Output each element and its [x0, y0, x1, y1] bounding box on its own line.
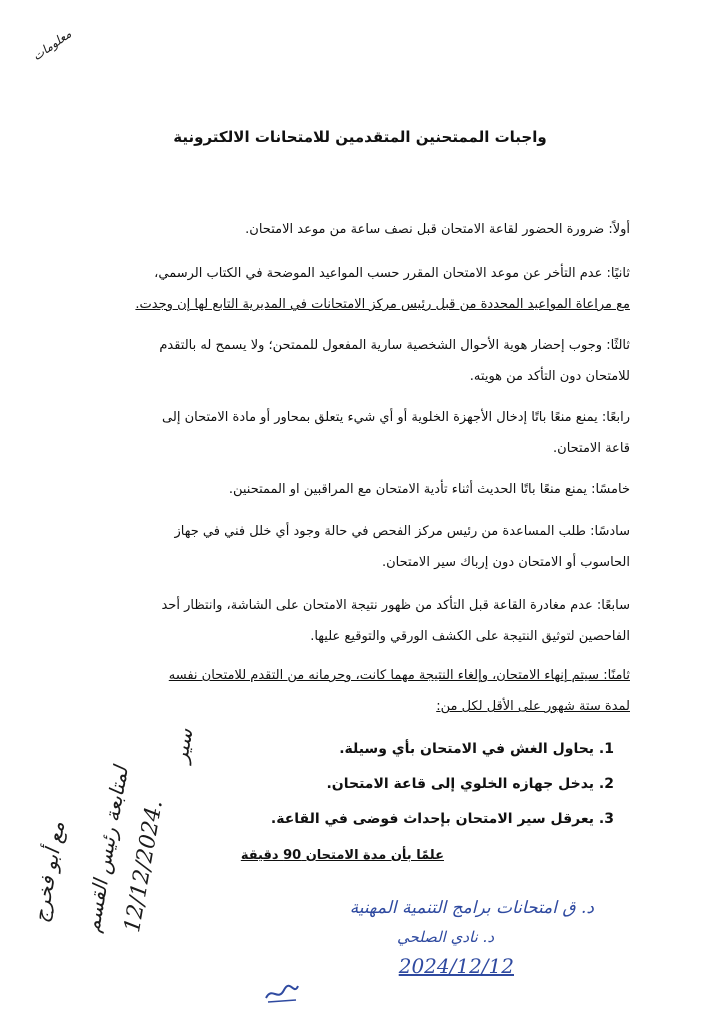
paragraph-line: قاعة الامتحان. [553, 441, 630, 456]
handwritten-note-top-left: معلومات [29, 26, 74, 64]
handwritten-note-left-1: سير [168, 726, 198, 765]
signature-line-2: د. نادي الصلحي [396, 928, 494, 946]
paragraph-line-underlined: لمدة ستة شهور على الأقل لكل من: [436, 699, 630, 714]
paragraph-line: الحاسوب أو الامتحان دون إرباك سير الامتحان. [382, 555, 630, 570]
signature-date: 2024/12/12 [398, 954, 514, 978]
handwritten-date-left: 12/12/2024. [120, 798, 168, 935]
violations-list [194, 732, 614, 837]
signature-line-1: د. ق امتحانات برامج التنمية المهنية [349, 898, 594, 918]
document-title: واجبات الممتحنين المتقدمين للامتحانات الالكترونية [173, 128, 547, 146]
paragraph-5 [120, 474, 630, 505]
paragraph-line: خامسًا: يمنع منعًا باتًا الحديث أثناء تأدية الامتحان مع المراقبين او الممتحنين. [228, 482, 630, 497]
paragraph-line: سادسًا: طلب المساعدة من رئيس مركز الفحص في حالة وجود أي خلل فني في جهاز [174, 524, 630, 539]
paragraph-line: سابعًا: عدم مغادرة القاعة قبل التأكد من ظهور نتيجة الامتحان على الشاشة، وانتظار أحد [161, 598, 630, 613]
paragraph-line: للامتحان دون التأكد من هويته. [469, 369, 630, 384]
paragraph-4 [120, 402, 630, 464]
paragraph-line: ثالثًا: وجوب إحضار هوية الأحوال الشخصية سارية المفعول للممتحن؛ ولا يسمح له بالتقدم [159, 338, 630, 353]
paragraph-line: أولاً: ضرورة الحضور لقاعة الامتحان قبل نصف ساعة من موعد الامتحان. [245, 222, 630, 237]
paragraph-3 [120, 330, 630, 392]
paragraph-line-underlined: ثامنًا: سيتم إنهاء الامتحان، وإلغاء النتيجة مهما كانت، وحرمانه من التقدم للامتحان نفسه [168, 668, 630, 683]
paragraph-line: رابعًا: يمنع منعًا باتًا إدخال الأجهزة الخلوية أو أي شيء يتعلق بمحاور أو مادة الامتحان إلى [162, 410, 630, 425]
paragraph-7 [120, 590, 630, 652]
paragraph-line: ثانيًا: عدم التأخر عن موعد الامتحان المقرر حسب المواعيد الموضحة في الكتاب الرسمي، [154, 266, 630, 281]
handwritten-note-left-2: لمتابعة رئيس القسم [80, 764, 133, 935]
paragraph-6 [120, 516, 630, 578]
paragraph-line: الفاحصين لتوثيق النتيجة على الكشف الورقي والتوقيع عليها. [310, 629, 630, 644]
signature-mark-icon [262, 980, 302, 1006]
paragraph-line-underlined: مع مراعاة المواعيد المحددة من قبل رئيس مركز الامتحانات في المديرية التابع لها إن وجدت. [135, 297, 630, 312]
paragraph-8 [120, 660, 630, 722]
paragraph-2 [120, 258, 630, 320]
list-item: 1. يحاول الغش في الامتحان بأي وسيلة. [339, 741, 614, 757]
list-item: 3. يعرقل سير الامتحان بإحداث فوضى في القاعة. [270, 811, 614, 827]
paragraph-1 [120, 214, 630, 245]
exam-duration-note: علمًا بأن مدة الامتحان 90 دقيقة [240, 848, 444, 863]
list-item: 2. يدخل جهازه الخلوي إلى قاعة الامتحان. [326, 776, 614, 792]
handwritten-note-left-3: مع أبو فخرج [28, 819, 70, 925]
